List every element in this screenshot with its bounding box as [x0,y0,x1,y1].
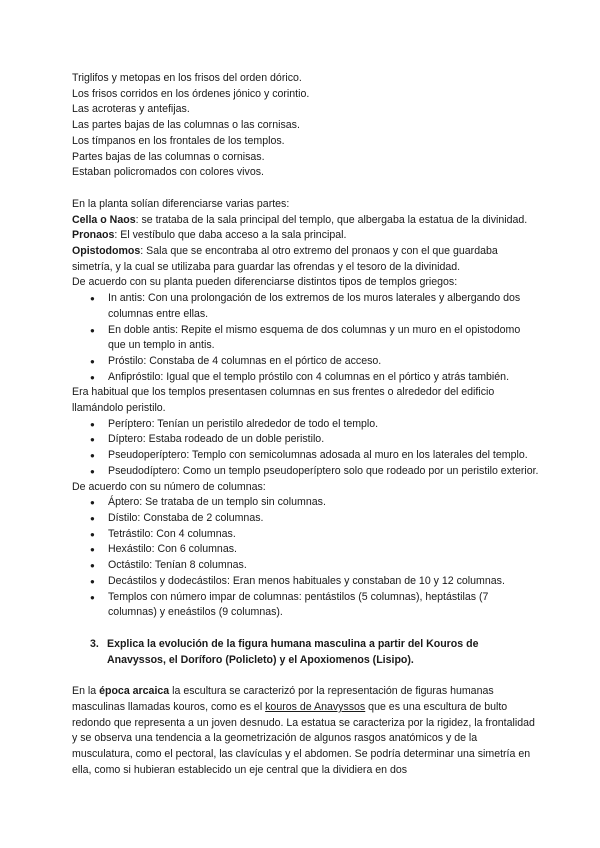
peristilo-types-list [72,417,540,480]
list-item: ● Templos con número impar de columnas: pentástilos (5 columnas), heptástilas (7 columnas) y eneástilos (9 columnas). [72,590,540,621]
decoration-list [72,71,540,181]
list-item: ● Octástilo: Tenían 8 columnas. [72,558,540,574]
term: Opistodomos [72,245,141,258]
planta-types-list [72,291,540,385]
text-line: Los tímpanos en los frontales de los templos. [72,134,285,147]
text-run: la escultura se caracterizó por la representación de figuras humanas masculinas llamadas kouros, como es el [72,685,494,714]
part-cella [72,213,540,229]
heading-line: Explica la evolución de la figura humana masculina a partir del Kouros de [107,637,479,650]
text-line: Los frisos corridos en los órdenes jónico y corintio. [72,87,310,100]
columnas-types-list [72,495,540,621]
list-item: ● Áptero: Se trataba de un templo sin columnas. [72,495,540,511]
list-item: ● Hexástilo: Con 6 columnas. [72,542,540,558]
term: Cella o Naos [72,213,136,226]
list-item: ● Pseudodíptero: Como un templo pseudoperíptero solo que rodeado por un peristilo exterior. [72,464,540,480]
section-heading [72,637,540,668]
list-item: ● Tetrástilo: Con 4 columnas. [72,527,540,543]
definition: : se trataba de la sala principal del templo, que albergaba la estatua de la divinidad. [135,213,528,226]
planta-types-intro: De acuerdo con su planta pueden diferenciarse distintos tipos de templos griegos: [72,276,458,289]
bold-term: época arcaica [99,685,170,698]
body-paragraph [72,684,540,778]
spacer [72,181,540,197]
text-run: En la [72,685,100,698]
definition: : Sala que se encontraba al otro extremo del pronaos y con el que guardaba simetría, y la cual se utilizaba para guardar las ofrendas y el tesoro de la divinidad. [72,245,498,273]
text-line: Las acroteras y antefijas. [72,103,190,116]
planta-intro: En la planta solían diferenciarse varias partes: [72,197,290,210]
underlined-term: kouros de Anavyssos [265,701,366,714]
part-pronaos [72,228,540,244]
list-item: ● Próstilo: Constaba de 4 columnas en el pórtico de acceso. [72,354,540,370]
list-item: ● In antis: Con una prolongación de los extremos de los muros laterales y albergando dos columnas entre ellas. [72,291,540,322]
text-run: que es una escultura de bulto redondo que representa a un joven desnudo. La estatua se caracteriza por la rigidez, la frontalidad y se observa una tendencia a la geometrización de algunos rasgos anatómicos y de la musculatura, como el pectoral, las clavículas y el abdomen. Se podría determinar una simetría en ella, como si hubieran establecido un eje central que la dividiera en dos [72,701,535,776]
heading-line: Anavyssos, el Doríforo (Policleto) y el Apoxiomenos (Lisipo). [107,653,414,666]
peristilo-intro: Era habitual que los templos presentasen columnas en sus frentes o alrededor del edificio llamándolo peristilo. [72,386,495,415]
section-number: 3. [90,637,99,650]
list-item: ● Períptero: Tenían un peristilo alrededor de todo el templo. [72,417,540,433]
list-item: ● Anfipróstilo: Igual que el templo próstilo con 4 columnas en el pórtico y atrás también. [72,370,540,386]
list-item: ● En doble antis: Repite el mismo esquema de dos columnas y un muro en el opistodomo que un templo in antis. [72,323,540,354]
list-item: ● Dístilo: Constaba de 2 columnas. [72,511,540,527]
list-item: ● Díptero: Estaba rodeado de un doble peristilo. [72,432,540,448]
list-item: ● Pseudoperíptero: Templo con semicolumnas adosada al muro en los laterales del templo. [72,448,540,464]
term: Pronaos [72,229,115,242]
definition: : El vestíbulo que daba acceso a la sala principal. [114,229,347,242]
text-line: Partes bajas de las columnas o cornisas. [72,150,265,163]
text-line: Las partes bajas de las columnas o las cornisas. [72,119,300,132]
list-item: ● Decástilos y dodecástilos: Eran menos habituales y constaban de 10 y 12 columnas. [72,574,540,590]
text-line: Estaban policromados con colores vivos. [72,166,264,179]
text-line: Triglifos y metopas en los frisos del orden dórico. [72,72,302,84]
part-opistodomos [72,244,540,275]
columnas-intro: De acuerdo con su número de columnas: [72,480,266,493]
